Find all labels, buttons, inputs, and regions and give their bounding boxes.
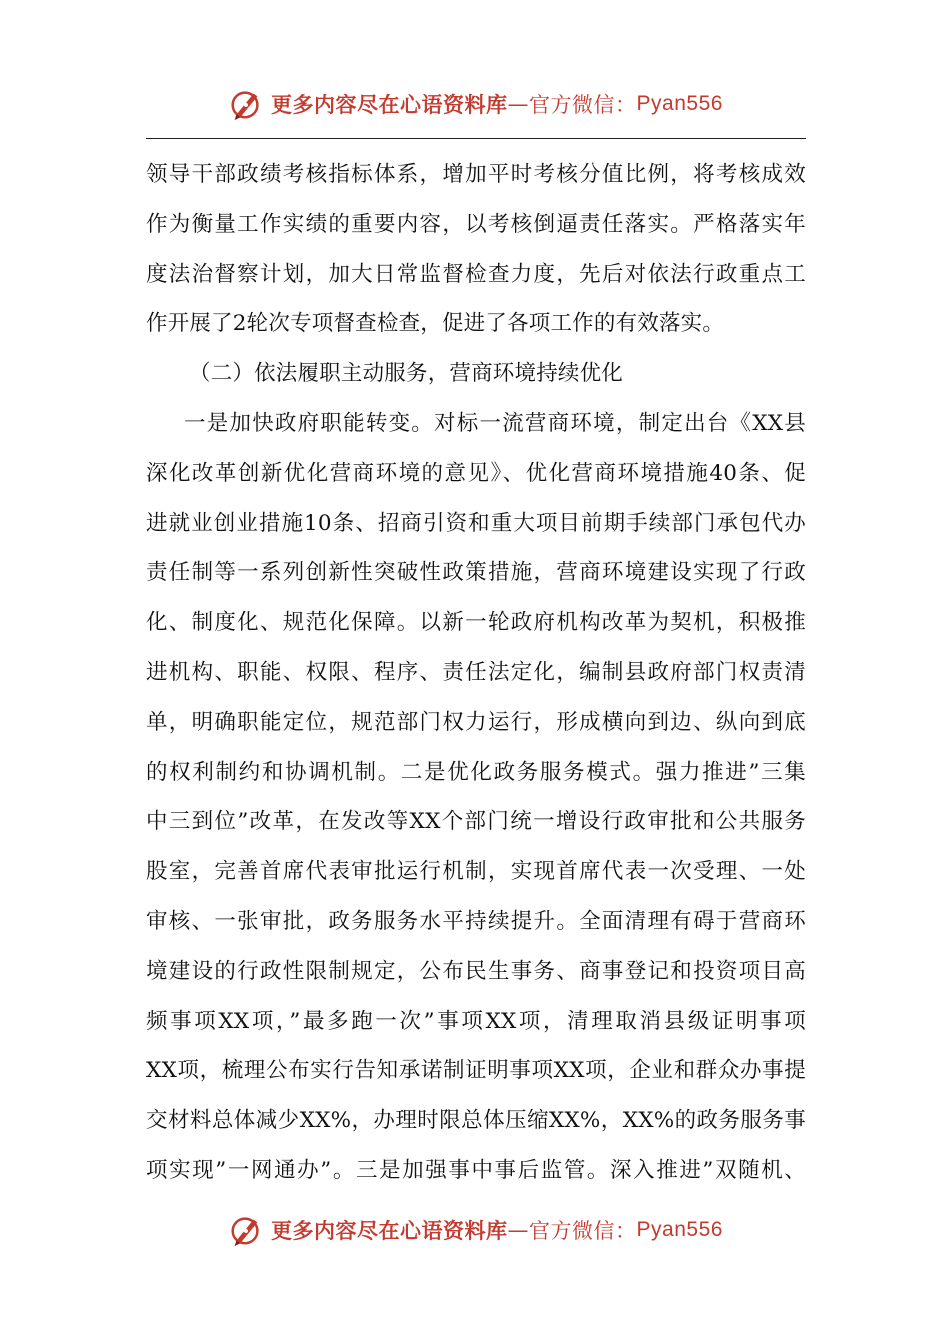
pen-logo-icon — [227, 1211, 265, 1249]
text-line: 频事项XX项，”最多跑一次”事项XX项，清理取消县级证明事项 — [146, 1008, 806, 1034]
text-line: 审核、一张审批，政务服务水平持续提升。全面清理有碍于营商环 — [146, 908, 806, 934]
text-line: 化、制度化、规范化保障。以新一轮政府机构改革为契机，积极推 — [146, 610, 806, 636]
header-separator: — — [507, 92, 530, 116]
header-watermark — [0, 84, 950, 124]
text-line: 一是加快政府职能转变。对标一流营商环境，制定出台《XX县 — [184, 410, 806, 436]
text-line: 深化改革创新优化营商环境的意见》、优化营商环境措施40条、促 — [146, 460, 806, 486]
text-line: 责任制等一系列创新性突破性政策措施，营商环境建设实现了行政 — [146, 560, 806, 586]
header-divider — [146, 138, 806, 139]
pen-logo-icon — [227, 85, 265, 123]
footer-wechat-id: Pyan556 — [636, 1218, 723, 1241]
document-body — [146, 150, 806, 1196]
footer-watermark — [0, 1210, 950, 1250]
text-line: 交材料总体减少XX%，办理时限总体压缩XX%，XX%的政务服务事 — [146, 1108, 806, 1134]
text-line: 度法治督察计划，加大日常监督检查力度，先后对依法行政重点工 — [146, 261, 806, 287]
text-line: XX项，梳理公布实行告知承诺制证明事项XX项，企业和群众办事提 — [146, 1058, 806, 1084]
text-line: 的权利制约和协调机制。二是优化政务服务模式。强力推进”三集 — [146, 759, 806, 785]
text-line: 作开展了2轮次专项督查检查，促进了各项工作的有效落实。 — [146, 311, 725, 337]
text-line: 项实现”一网通办”。三是加强事中事后监管。深入推进”双随机、 — [146, 1157, 806, 1183]
text-line: 中三到位”改革，在发改等XX个部门统一增设行政审批和公共服务 — [146, 809, 806, 835]
text-line: 领导干部政绩考核指标体系，增加平时考核分值比例，将考核成效 — [146, 162, 806, 187]
text-line: 单，明确职能定位，规范部门权力运行，形成横向到边、纵向到底 — [146, 709, 806, 735]
text-line: 股室，完善首席代表审批运行机制，实现首席代表一次受理、一处 — [146, 859, 806, 885]
footer-wechat-label: 官方微信： — [529, 1219, 637, 1243]
footer-separator: — — [507, 1218, 530, 1242]
section-heading: （二）依法履职主动服务，营商环境持续优化 — [189, 361, 624, 387]
text-line: 境建设的行政性限制规定，公布民生事务、商事登记和投资项目高 — [146, 958, 806, 984]
text-line: 作为衡量工作实绩的重要内容，以考核倒逼责任落实。严格落实年 — [146, 211, 806, 237]
footer-site-name: 更多内容尽在心语资料库 — [271, 1219, 508, 1243]
text-line: 进就业创业措施10条、招商引资和重大项目前期手续部门承包代办 — [146, 510, 806, 536]
text-line: 进机构、职能、权限、程序、责任法定化，编制县政府部门权责清 — [146, 659, 806, 685]
header-wechat-id: Pyan556 — [636, 92, 723, 115]
header-site-name: 更多内容尽在心语资料库 — [271, 93, 508, 117]
header-wechat-label: 官方微信： — [529, 93, 637, 117]
